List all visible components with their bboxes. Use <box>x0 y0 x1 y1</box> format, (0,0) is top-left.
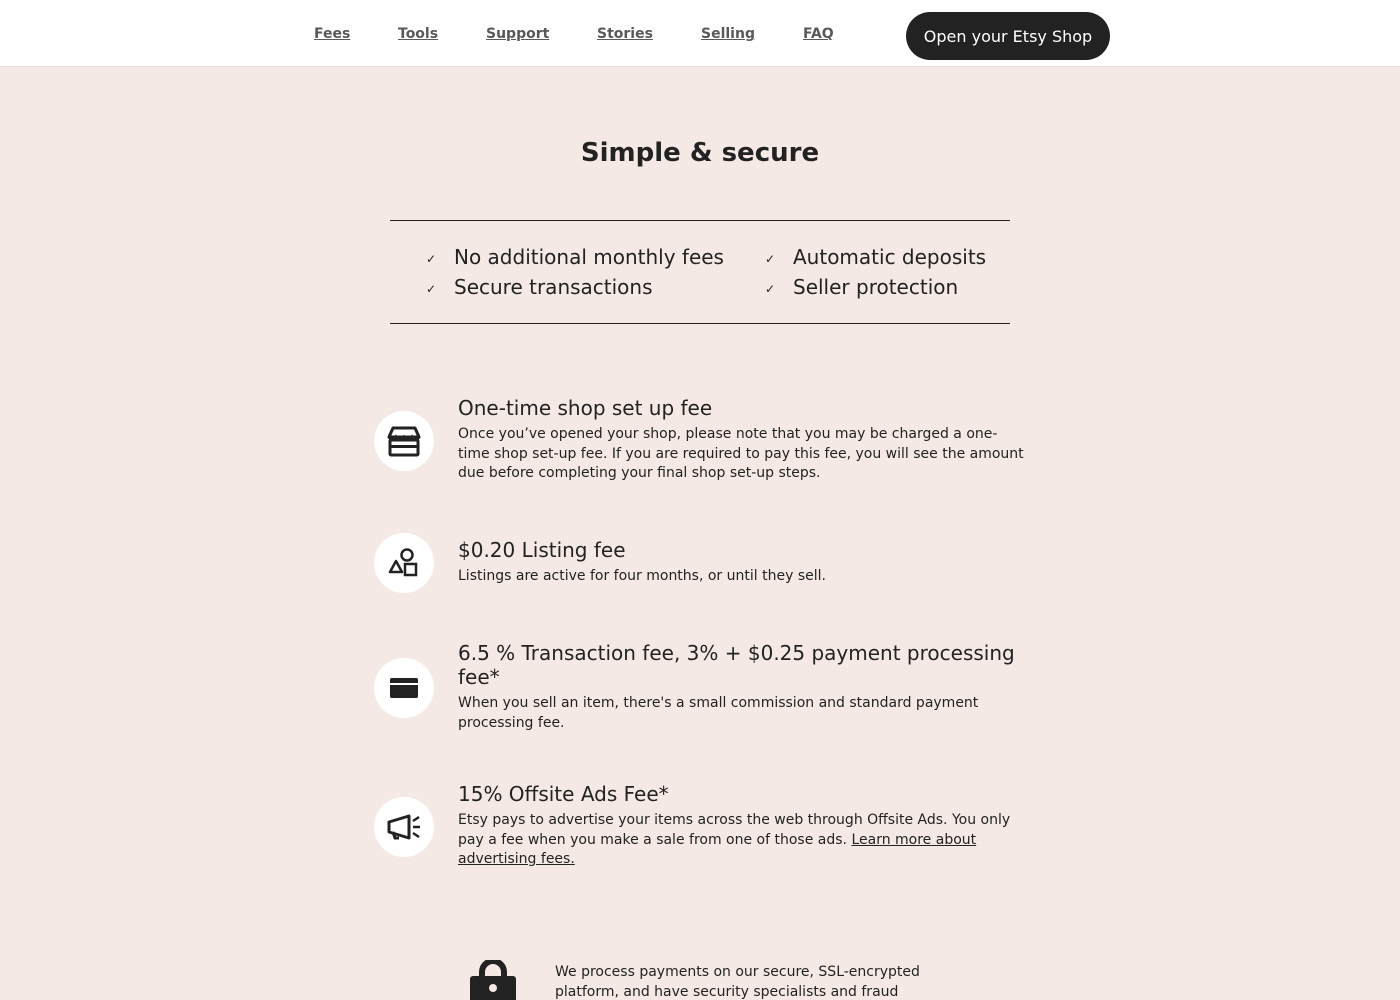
fee-title-transaction: 6.5 % Transaction fee, 3% + $0.25 payment processing fee* <box>458 641 1015 689</box>
bottom-divider <box>390 323 1010 324</box>
fee-description-offsite-ads <box>458 811 1028 870</box>
benefit-automatic-deposits: Automatic deposits <box>793 245 987 269</box>
top-navigation <box>0 0 1400 67</box>
nav-link-support[interactable]: Support <box>486 26 550 42</box>
check-icon: ✓ <box>426 252 437 266</box>
benefit-seller-protection: Seller protection <box>793 275 959 299</box>
check-icon: ✓ <box>426 282 437 296</box>
nav-link-tools[interactable]: Tools <box>398 26 439 42</box>
fee-description-listing: Listings are active for four months, or until they sell. <box>458 568 826 584</box>
offsite-ads-text: Etsy pays to advertise your items across the web through Offsite Ads. You only pay a fee when you make a sale from one of those ads. <box>458 812 1011 848</box>
storefront-icon <box>374 411 434 471</box>
fee-title-listing: $0.20 Listing fee <box>458 538 626 562</box>
advertising-fees-link[interactable]: Learn more about advertising fees. <box>458 831 977 867</box>
nav-link-stories[interactable]: Stories <box>597 26 653 42</box>
security-text: We process payments on our secure, SSL-encrypted platform, and have security specialists and fraud <box>555 964 920 1000</box>
nav-link-faq[interactable]: FAQ <box>803 26 834 42</box>
nav-link-fees[interactable]: Fees <box>314 26 351 42</box>
credit-card-icon <box>374 658 434 718</box>
benefit-no-monthly-fees: No additional monthly fees <box>454 245 724 269</box>
nav-link-selling[interactable]: Selling <box>701 26 755 42</box>
fee-description-transaction: When you sell an item, there's a small commission and standard payment processing fee. <box>458 695 979 731</box>
fee-title-offsite-ads: 15% Offsite Ads Fee* <box>458 782 669 806</box>
check-icon: ✓ <box>765 282 776 296</box>
check-icon: ✓ <box>765 252 776 266</box>
fee-title-setup: One-time shop set up fee <box>458 396 713 420</box>
shapes-icon <box>374 533 434 593</box>
megaphone-icon <box>374 797 434 857</box>
section-heading: Simple & secure <box>580 138 820 168</box>
lock-icon <box>468 960 518 1000</box>
benefit-secure-transactions: Secure transactions <box>454 275 653 299</box>
top-divider <box>390 220 1010 221</box>
fee-description-setup: Once you’ve opened your shop, please note that you may be charged a one-time shop set-up fee. If you are required to pay this fee, you will see the amount due before completing your final shop set-up steps. <box>458 426 1024 481</box>
open-shop-button[interactable]: Open your Etsy Shop <box>906 12 1110 60</box>
